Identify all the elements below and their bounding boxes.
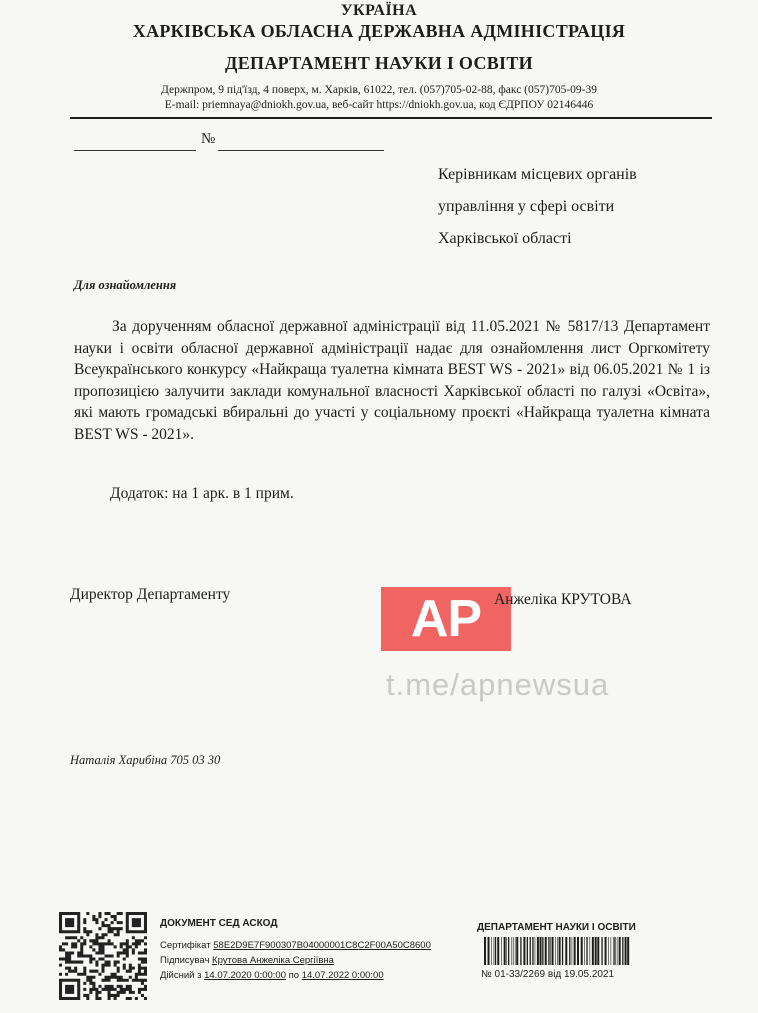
signer-position: Директор Департаменту: [70, 586, 231, 603]
signer-value: Крутова Анжеліка Сергіївна: [212, 955, 334, 966]
certificate-label: Сертифікат: [160, 940, 211, 951]
signer-line: [160, 955, 334, 966]
administration-title: ХАРКІВСЬКА ОБЛАСНА ДЕРЖАВНА АДМІНІСТРАЦІЯ: [132, 21, 626, 41]
department-title: ДЕПАРТАМЕНТ НАУКИ І ОСВІТИ: [225, 53, 533, 73]
certificate-value: 58E2D9E7F900307B04000001C8C2F00A50C8600: [213, 940, 431, 951]
executor-contact: Наталія Харибіна 705 03 30: [70, 753, 221, 767]
signer-label: Підписувач: [160, 955, 210, 966]
barcode-icon: [484, 937, 632, 965]
registration-number-line: [218, 150, 384, 151]
addressee-line: управління у сфері освіти: [438, 198, 615, 215]
annex-note: Додаток: на 1 арк. в 1 прим.: [110, 485, 294, 502]
valid-to-label: по: [288, 970, 300, 981]
valid-to-value: 14.07.2022 0:00:00: [301, 970, 384, 981]
body-paragraph: За дорученням обласної державної адміністрації від 11.05.2021 № 5817/13 Департамент науки і освіти обласної державної адміністрації надає для ознайомлення лист Оргкомітету Всеукраїнського конкурсу «Найкраща туалетна кімната BEST WS - 2021» від 06.05.2021 № 1 із пропозицією залучити заклади комунальної власності Харківської області по галузі «Освіта», які мають громадські вбиральні до участі у соціальному проєкті «Найкраща туалетна кімната BEST WS - 2021».: [74, 318, 710, 443]
qr-code-icon: [59, 912, 147, 1000]
letter-body: [74, 316, 710, 445]
valid-from-label: Дійсний з: [160, 970, 202, 981]
signer-name: Анжеліка КРУТОВА: [494, 591, 632, 608]
certificate-line: [160, 940, 431, 951]
registration-number-sign: №: [201, 131, 216, 147]
header-divider: [70, 117, 712, 119]
addressee-line: Керівникам місцевих органів: [438, 166, 637, 183]
valid-from-value: 14.07.2020 0:00:00: [204, 970, 286, 981]
registration-date-line: [74, 150, 196, 151]
addressee-line: Харківської області: [438, 230, 572, 247]
sed-stamp-title: ДОКУМЕНТ СЕД АСКОД: [160, 918, 278, 929]
for-information-note: Для ознайомлення: [74, 278, 177, 292]
watermark-logo: AP: [410, 590, 482, 648]
department-contacts: E-mail: priemnaya@dniokh.gov.ua, веб-сайт https://dniokh.gov.ua, код ЄДРПОУ 02146446: [164, 99, 594, 111]
department-address: Держпром, 9 під'їзд, 4 поверх, м. Харків, 61022, тел. (057)705-02-88, факс (057)705-09-39: [160, 84, 597, 96]
barcode-number: № 01-33/2269 від 19.05.2021: [481, 969, 615, 980]
validity-line: [160, 970, 384, 981]
country-title: УКРАЇНА: [340, 2, 418, 19]
watermark-url: t.me/apnewsua: [386, 667, 610, 702]
barcode-title: ДЕПАРТАМЕНТ НАУКИ І ОСВІТИ: [477, 922, 636, 933]
